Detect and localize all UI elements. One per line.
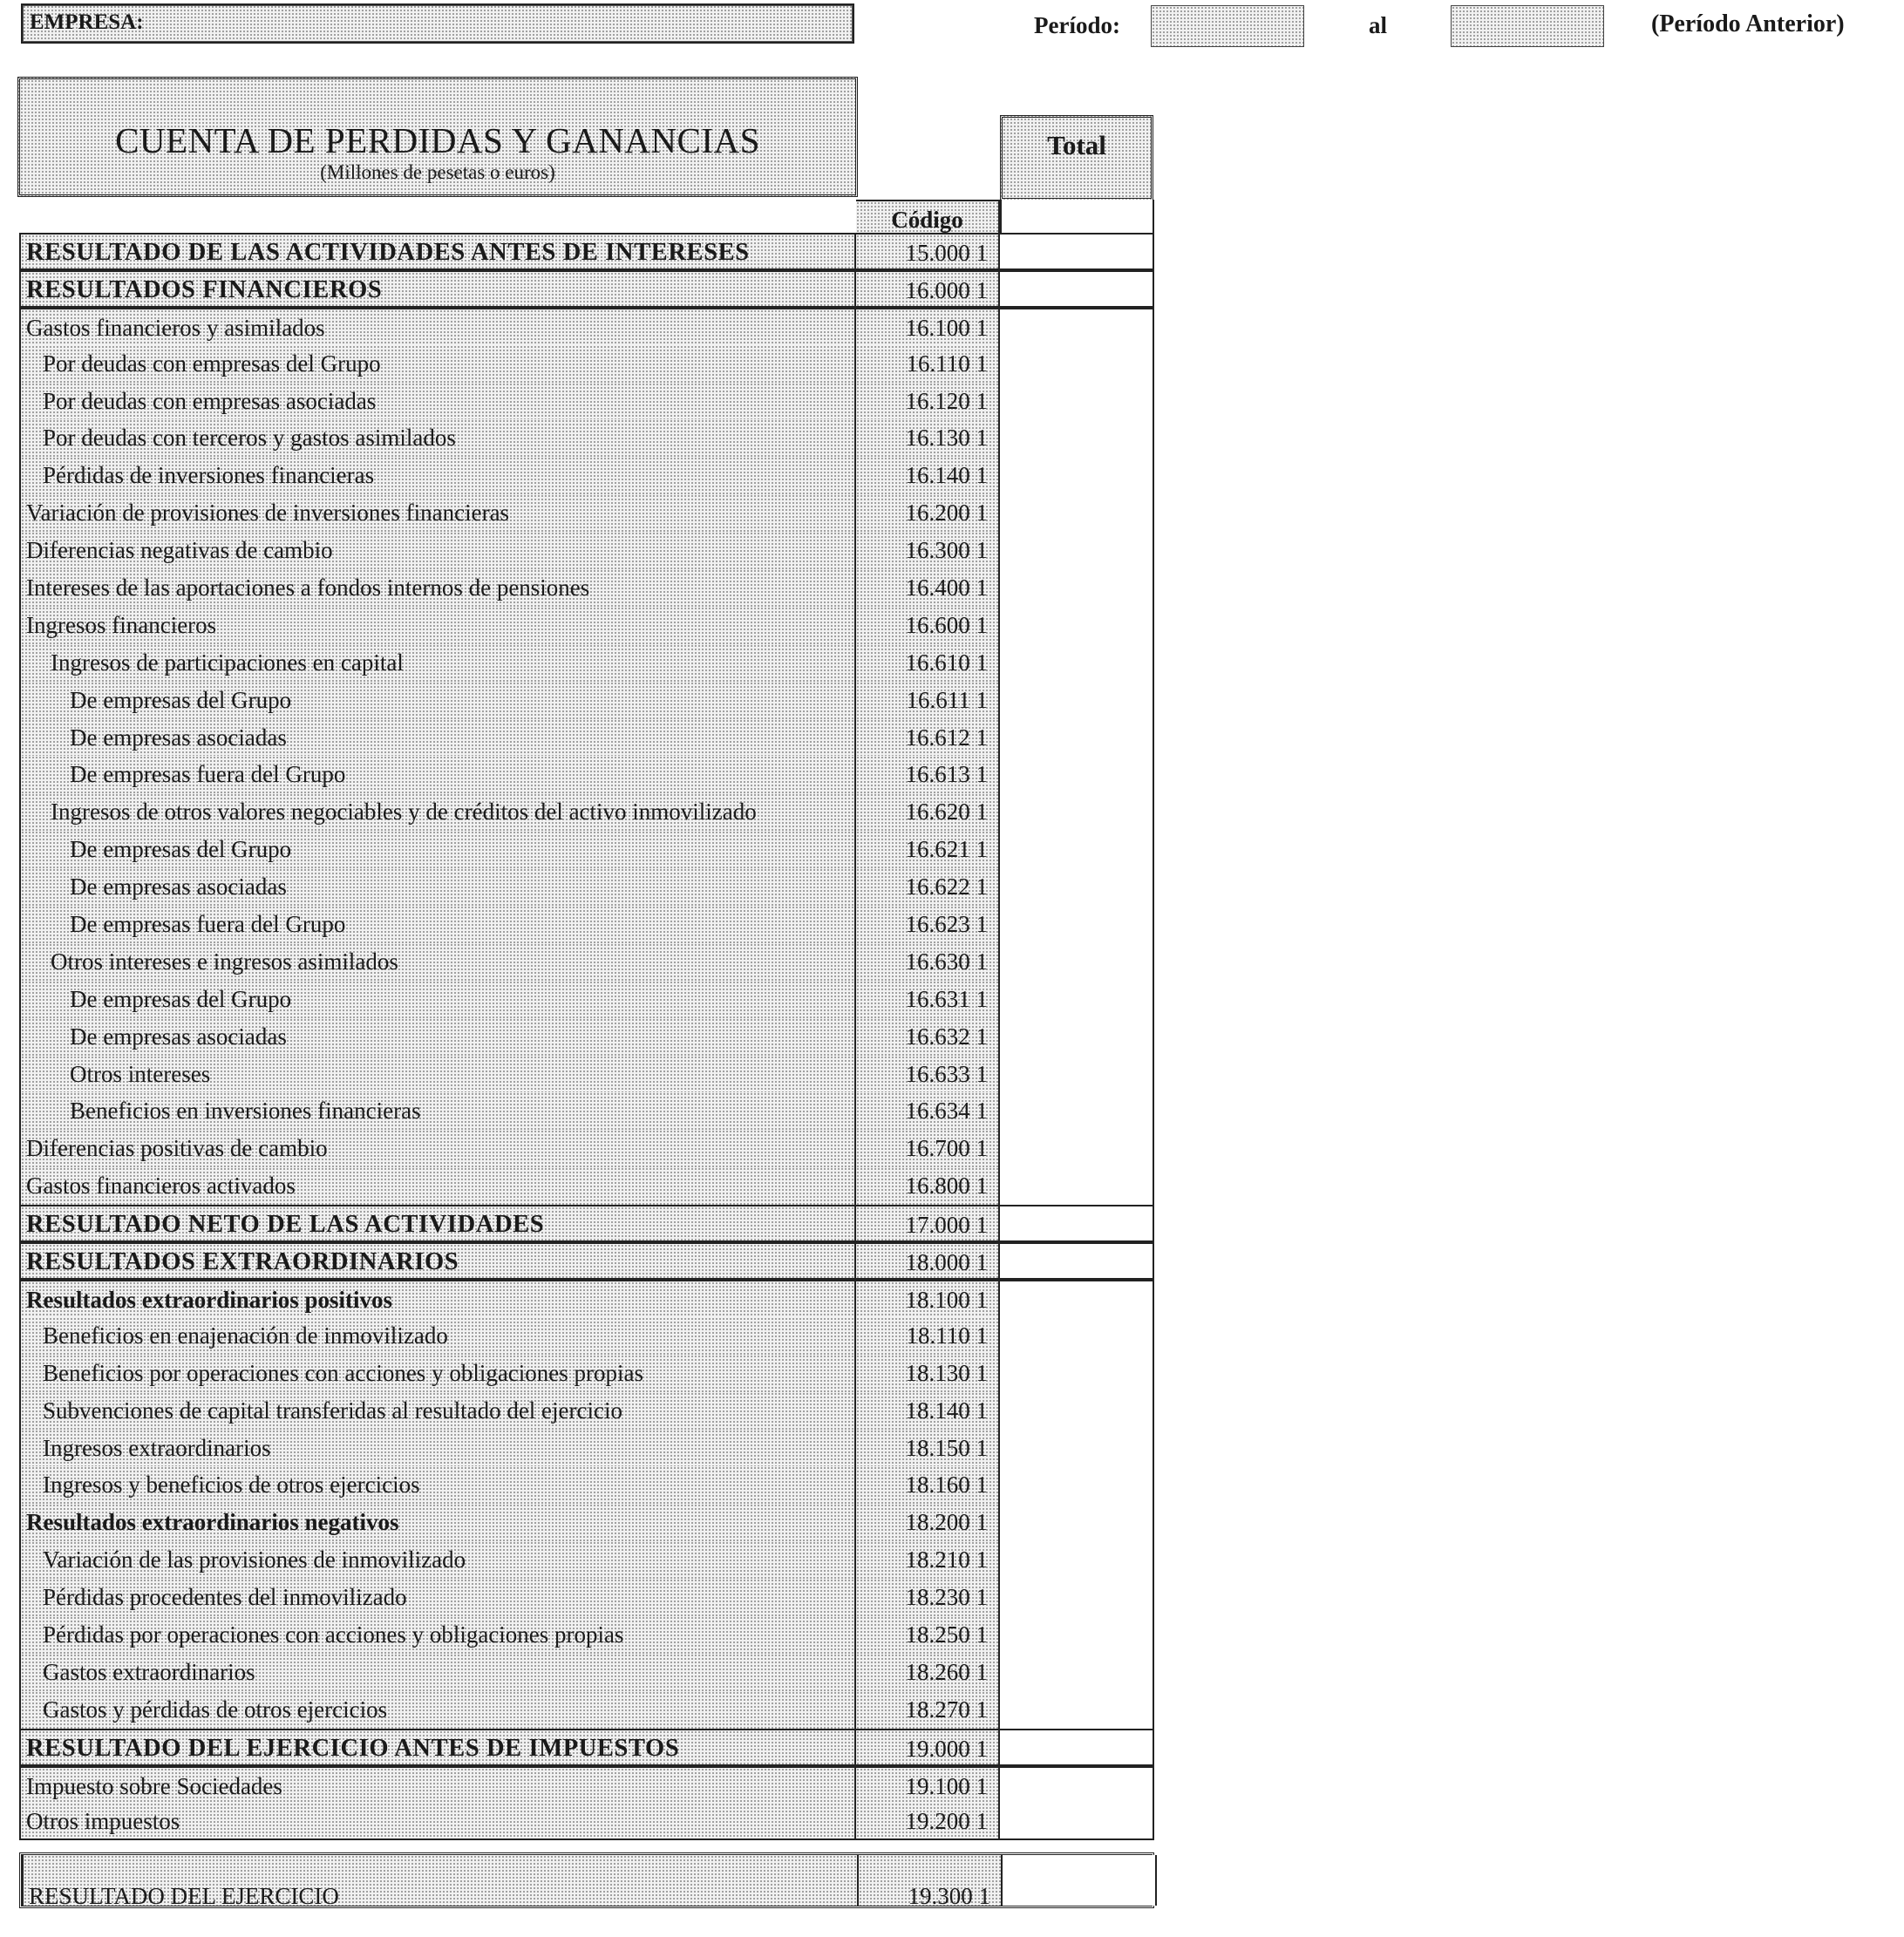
row-total-input[interactable] [1000, 1768, 1154, 1804]
table-row [19, 569, 1154, 607]
row-code: 16.613 1 [856, 756, 1000, 793]
row-total-input[interactable] [1000, 719, 1154, 757]
row-code: 17.000 1 [856, 1206, 1000, 1240]
table-row [19, 943, 1154, 981]
row-label: De empresas asociadas [19, 719, 856, 757]
row-total-input[interactable] [1000, 1730, 1154, 1764]
row-code: 16.621 1 [856, 831, 1000, 868]
row-total-input[interactable] [1000, 383, 1154, 420]
row-total-input[interactable] [1000, 607, 1154, 644]
row-label: Gastos y pérdidas de otros ejercicios [19, 1691, 856, 1729]
row-total-input[interactable] [1000, 345, 1154, 383]
row-label: RESULTADO DE LAS ACTIVIDADES ANTES DE INTERESES [19, 234, 856, 268]
row-total-input[interactable] [1000, 981, 1154, 1018]
table-row [19, 682, 1154, 719]
row-total-input[interactable] [1000, 793, 1154, 831]
empresa-field[interactable] [21, 3, 854, 44]
row-label: RESULTADOS FINANCIEROS [19, 272, 856, 306]
row-total-input[interactable] [1000, 1206, 1154, 1240]
row-label: Beneficios en enajenación de inmovilizado [19, 1317, 856, 1355]
row-label: De empresas asociadas [19, 1018, 856, 1056]
row-code: 16.120 1 [856, 383, 1000, 420]
row-code: 18.160 1 [856, 1466, 1000, 1504]
row-code: 16.110 1 [856, 345, 1000, 383]
row-total-input[interactable] [1000, 906, 1154, 943]
row-code: 16.622 1 [856, 868, 1000, 906]
row-total-input[interactable] [1000, 1616, 1154, 1654]
codigo-header: Código [856, 200, 1000, 233]
statement-subtitle: (Millones de pesetas o euros) [320, 161, 555, 183]
row-code: 18.210 1 [856, 1541, 1000, 1579]
row-code: 16.200 1 [856, 494, 1000, 532]
table-row [19, 868, 1154, 906]
row-label: Variación de provisiones de inversiones financieras [19, 494, 856, 532]
row-code: 15.000 1 [856, 234, 1000, 268]
row-label: Por deudas con empresas del Grupo [19, 345, 856, 383]
table-row [19, 1167, 1154, 1205]
row-label: Gastos financieros y asimilados [19, 309, 856, 345]
row-total-input[interactable] [1000, 1392, 1154, 1430]
row-label: Por deudas con empresas asociadas [19, 383, 856, 420]
table-header-row [19, 200, 1154, 233]
row-label: Gastos extraordinarios [19, 1654, 856, 1691]
row-label: Otros intereses [19, 1056, 856, 1093]
row-label: De empresas fuera del Grupo [19, 756, 856, 793]
row-total-input[interactable] [1000, 1056, 1154, 1093]
row-code: 16.100 1 [856, 309, 1000, 345]
row-total-input[interactable] [1000, 419, 1154, 457]
row-label: Impuesto sobre Sociedades [19, 1768, 856, 1804]
row-label: Otros impuestos [19, 1803, 856, 1838]
row-code: 16.300 1 [856, 532, 1000, 569]
row-total-input[interactable] [1000, 1092, 1154, 1130]
row-label: Diferencias positivas de cambio [19, 1130, 856, 1167]
row-total-input[interactable] [1000, 868, 1154, 906]
table-row [19, 1205, 1154, 1242]
table-row [19, 1616, 1154, 1654]
row-total-input[interactable] [1000, 644, 1154, 682]
row-label: RESULTADO DEL EJERCICIO ANTES DE IMPUESTOS [19, 1730, 856, 1764]
row-label: De empresas asociadas [19, 868, 856, 906]
table-row [19, 532, 1154, 569]
row-code: 18.260 1 [856, 1654, 1000, 1691]
row-label: Subvenciones de capital transferidas al resultado del ejercicio [19, 1392, 856, 1430]
row-total-input[interactable] [1000, 234, 1154, 268]
row-code: 16.000 1 [856, 272, 1000, 306]
row-label: Variación de las provisiones de inmovilizado [19, 1541, 856, 1579]
row-code: 18.200 1 [856, 1504, 1000, 1541]
row-code: 18.250 1 [856, 1616, 1000, 1654]
statement-table [19, 200, 1154, 1908]
row-total-input[interactable] [1000, 1579, 1154, 1616]
row-label: RESULTADO NETO DE LAS ACTIVIDADES [19, 1206, 856, 1240]
row-label: De empresas del Grupo [19, 831, 856, 868]
row-total-input[interactable] [1000, 1466, 1154, 1504]
row-total-input[interactable] [1000, 532, 1154, 569]
row-code: 16.400 1 [856, 569, 1000, 607]
table-row [19, 383, 1154, 420]
table-row [19, 1092, 1154, 1130]
table-row [19, 1579, 1154, 1616]
row-label: Pérdidas por operaciones con acciones y obligaciones propias [19, 1616, 856, 1654]
table-row [19, 906, 1154, 943]
row-label: Beneficios en inversiones financieras [19, 1092, 856, 1130]
periodo-label: Período: [1034, 12, 1120, 38]
row-total-input[interactable] [1000, 756, 1154, 793]
row-label: De empresas del Grupo [19, 981, 856, 1018]
table-row [19, 1430, 1154, 1467]
row-code: 16.612 1 [856, 719, 1000, 757]
table-row [19, 308, 1154, 345]
al-label: al [1369, 12, 1388, 38]
table-row [19, 1018, 1154, 1056]
row-code: 18.100 1 [856, 1281, 1000, 1317]
row-total-input[interactable] [1000, 1317, 1154, 1355]
row-code: 18.130 1 [856, 1355, 1000, 1392]
row-label: Resultados extraordinarios positivos [19, 1281, 856, 1317]
table-row [19, 1242, 1154, 1280]
row-code: 16.700 1 [856, 1130, 1000, 1167]
row-code: 18.000 1 [856, 1244, 1000, 1278]
table-row [19, 1803, 1154, 1840]
table-row [19, 494, 1154, 532]
row-label: De empresas fuera del Grupo [19, 906, 856, 943]
periodo-end-field[interactable] [1451, 5, 1604, 47]
row-code: 18.230 1 [856, 1579, 1000, 1616]
periodo-anterior-label: (Período Anterior) [1651, 10, 1845, 37]
row-label: Ingresos financieros [19, 607, 856, 644]
table-row [19, 1392, 1154, 1430]
row-label: Ingresos extraordinarios [19, 1430, 856, 1467]
row-code: 16.610 1 [856, 644, 1000, 682]
table-row [19, 1852, 1154, 1908]
row-label: Por deudas con terceros y gastos asimilados [19, 419, 856, 457]
row-label: Resultados extraordinarios negativos [19, 1504, 856, 1541]
row-total-input[interactable] [1000, 1541, 1154, 1579]
row-code: 16.630 1 [856, 943, 1000, 981]
table-row [19, 1466, 1154, 1504]
table-row [19, 1317, 1154, 1355]
row-total-input[interactable] [1000, 1654, 1154, 1691]
row-label: RESULTADO DEL EJERCICIO [22, 1855, 859, 1906]
row-total-input[interactable] [1000, 943, 1154, 981]
row-total-input[interactable] [1000, 494, 1154, 532]
row-code: 16.620 1 [856, 793, 1000, 831]
row-total-input[interactable] [1000, 309, 1154, 345]
row-code: 16.633 1 [856, 1056, 1000, 1093]
row-code: 19.100 1 [856, 1768, 1000, 1804]
row-total-input[interactable] [1000, 272, 1154, 306]
empresa-label: EMPRESA: [30, 10, 144, 34]
table-row [19, 1130, 1154, 1167]
table-row [19, 419, 1154, 457]
row-total-input[interactable] [1000, 1244, 1154, 1278]
statement-title-box [17, 77, 858, 197]
table-row [19, 233, 1154, 270]
row-code: 18.270 1 [856, 1691, 1000, 1729]
row-label: Diferencias negativas de cambio [19, 532, 856, 569]
table-row [19, 1691, 1154, 1729]
table-row [19, 1654, 1154, 1691]
row-code: 16.623 1 [856, 906, 1000, 943]
table-row [19, 831, 1154, 868]
row-code: 16.140 1 [856, 457, 1000, 494]
row-label: Pérdidas procedentes del inmovilizado [19, 1579, 856, 1616]
row-total-input[interactable] [1000, 1504, 1154, 1541]
table-row [19, 1541, 1154, 1579]
row-total-input[interactable] [1000, 1803, 1154, 1838]
row-total-input[interactable] [1000, 1430, 1154, 1467]
row-label: Ingresos de participaciones en capital [19, 644, 856, 682]
table-row [19, 1280, 1154, 1317]
table-row [19, 644, 1154, 682]
row-total-input[interactable] [1000, 1018, 1154, 1056]
row-label: Intereses de las aportaciones a fondos internos de pensiones [19, 569, 856, 607]
row-label: Gastos financieros activados [19, 1167, 856, 1205]
table-row [19, 756, 1154, 793]
table-row [19, 719, 1154, 757]
table-row [19, 1504, 1154, 1541]
row-code: 19.300 1 [859, 1855, 1003, 1906]
row-code: 16.600 1 [856, 607, 1000, 644]
row-total-input[interactable] [1000, 682, 1154, 719]
row-total-input[interactable] [1000, 457, 1154, 494]
table-row [19, 1766, 1154, 1804]
statement-title: CUENTA DE PERDIDAS Y GANANCIAS [115, 120, 760, 160]
table-row [19, 981, 1154, 1018]
row-code: 16.800 1 [856, 1167, 1000, 1205]
row-code: 16.130 1 [856, 419, 1000, 457]
row-label: Pérdidas de inversiones financieras [19, 457, 856, 494]
row-code: 18.140 1 [856, 1392, 1000, 1430]
row-code: 16.611 1 [856, 682, 1000, 719]
row-code: 16.634 1 [856, 1092, 1000, 1130]
table-row [19, 1355, 1154, 1392]
row-label: De empresas del Grupo [19, 682, 856, 719]
row-total-input[interactable] [1000, 569, 1154, 607]
row-label: Ingresos de otros valores negociables y de créditos del activo inmovilizado [19, 793, 856, 831]
row-code: 18.150 1 [856, 1430, 1000, 1467]
table-row [19, 270, 1154, 308]
total-column-header: Total [1000, 115, 1153, 200]
table-row [19, 793, 1154, 831]
row-code: 19.000 1 [856, 1730, 1000, 1764]
row-total-input[interactable] [1000, 831, 1154, 868]
row-total-input[interactable] [1000, 1691, 1154, 1729]
row-total-input[interactable] [1000, 1281, 1154, 1317]
row-code: 19.200 1 [856, 1803, 1000, 1838]
table-row [19, 1056, 1154, 1093]
row-label: Otros intereses e ingresos asimilados [19, 943, 856, 981]
table-row [19, 607, 1154, 644]
row-label: Ingresos y beneficios de otros ejercicios [19, 1466, 856, 1504]
row-label: Beneficios por operaciones con acciones y obligaciones propias [19, 1355, 856, 1392]
row-total-input[interactable] [1000, 1167, 1154, 1205]
row-code: 16.631 1 [856, 981, 1000, 1018]
row-total-input[interactable] [1000, 1355, 1154, 1392]
row-total-input[interactable] [1003, 1855, 1157, 1906]
table-row [19, 345, 1154, 383]
table-row [19, 1729, 1154, 1766]
row-total-input[interactable] [1000, 1130, 1154, 1167]
row-label: RESULTADOS EXTRAORDINARIOS [19, 1244, 856, 1278]
row-code: 18.110 1 [856, 1317, 1000, 1355]
table-row [19, 457, 1154, 494]
periodo-start-field[interactable] [1151, 5, 1304, 47]
row-code: 16.632 1 [856, 1018, 1000, 1056]
